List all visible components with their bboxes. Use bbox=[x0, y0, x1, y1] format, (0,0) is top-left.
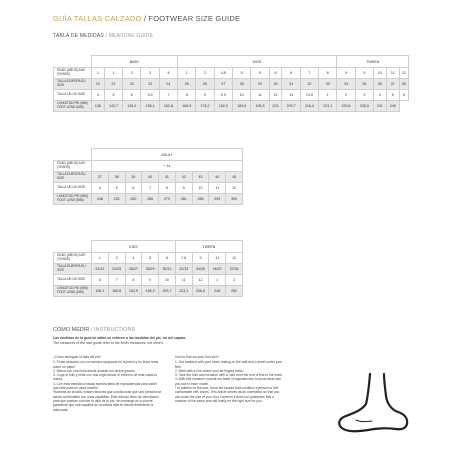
size-cell: 39 bbox=[125, 172, 142, 183]
size-cell: 10 bbox=[159, 275, 176, 286]
instruction-en-step: 1. Get barefoot with your heels resting on the wall and a sheet under your feet. bbox=[175, 360, 283, 369]
question-es: ¿Cómo averiguar la talla del pie? bbox=[53, 355, 102, 359]
size-cell: 13 bbox=[282, 90, 300, 101]
size-cell: 8 bbox=[125, 275, 142, 286]
uk-size-row bbox=[54, 275, 243, 286]
size-cell: 9.5 bbox=[214, 90, 232, 101]
size-cell: 6 bbox=[399, 90, 408, 101]
size-cell: 203 bbox=[269, 101, 282, 112]
title-es: GUÍA TALLAS CALZADO bbox=[53, 14, 142, 23]
size-cell: 9 bbox=[355, 68, 373, 79]
uk-size-row bbox=[54, 183, 243, 194]
instruction-es-step: 1. Ponte descalzo con los talones apoyados en la pared y en línea recta sobre un papel. bbox=[53, 360, 159, 369]
page-title bbox=[53, 14, 240, 23]
eu-size-row-label: TALLA EUROPA EU SIZE bbox=[54, 172, 92, 183]
table-header-row bbox=[54, 241, 243, 253]
header-blank-cell bbox=[54, 241, 92, 253]
size-cell: 8 bbox=[178, 90, 196, 101]
size-cell: 1 bbox=[319, 90, 337, 101]
foot-length-row bbox=[54, 194, 243, 205]
size-cell: 236,5 bbox=[192, 286, 209, 297]
size-cell: 26/27 bbox=[125, 264, 142, 275]
size-cell: 209,7 bbox=[159, 286, 176, 297]
subtitle-es: TABLA DE MEDIDAS bbox=[53, 33, 104, 39]
table-header-row bbox=[54, 149, 243, 161]
size-cell: 7 bbox=[159, 90, 177, 101]
age-row bbox=[54, 68, 409, 79]
size-cell: 10 bbox=[192, 183, 209, 194]
size-cell: 6 bbox=[92, 275, 109, 286]
size-cell: 10 bbox=[233, 90, 251, 101]
size-cell: 11 bbox=[209, 253, 226, 264]
size-cell: 43 bbox=[192, 172, 209, 183]
size-cell: 6 bbox=[123, 90, 141, 101]
size-cell: 22 bbox=[123, 79, 141, 90]
size-cell: 273 bbox=[159, 194, 176, 205]
size-cell: 22/23 bbox=[92, 264, 109, 275]
size-cell: 9 bbox=[175, 183, 192, 194]
eu-size-row bbox=[54, 172, 243, 183]
size-cell: 260 bbox=[125, 194, 142, 205]
age-row bbox=[54, 161, 243, 172]
size-table-children bbox=[53, 55, 409, 112]
size-cell: 8 bbox=[319, 68, 337, 79]
uk-size-row-label: TALLA UK UK SIZE bbox=[54, 275, 92, 286]
size-cell: 45 bbox=[226, 172, 243, 183]
instruction-en-step: 3. Take the folio and measure with a ruler from the end of this to the mark. bbox=[175, 373, 283, 378]
size-cell: 11 bbox=[175, 275, 192, 286]
size-table-kids-tween bbox=[53, 240, 243, 297]
size-cell: 162,8 bbox=[159, 101, 177, 112]
size-cell: 196,3 bbox=[251, 101, 269, 112]
intro-en: The measures of the size guide refer to the foot's measures, not shoe's. bbox=[53, 340, 165, 345]
size-cell: 5 bbox=[142, 253, 159, 264]
size-cell: 28/29 bbox=[142, 264, 159, 275]
size-cell: 9 bbox=[192, 253, 209, 264]
size-cell: 11 bbox=[209, 183, 226, 194]
size-cell: 6.5 bbox=[141, 90, 159, 101]
size-cell: 281 bbox=[175, 194, 192, 205]
size-cell: 252 bbox=[226, 286, 243, 297]
group-header-kids: KIDS bbox=[92, 241, 176, 253]
group-header-kids: KIDS bbox=[178, 56, 337, 68]
size-cell: 246 bbox=[92, 194, 109, 205]
eu-size-row-label: TALLA EUROPA EU SIZE bbox=[54, 79, 92, 90]
size-cell: 24 bbox=[159, 79, 177, 90]
size-cell: 4 bbox=[125, 253, 142, 264]
uk-size-row-label: TALLA UK UK SIZE bbox=[54, 90, 92, 101]
size-cell: 12 bbox=[269, 90, 282, 101]
instructions-title-es: CÓMO MEDIR bbox=[53, 327, 90, 333]
eu-size-row bbox=[54, 264, 243, 275]
size-cell: 5 bbox=[251, 68, 269, 79]
size-cell: 3 bbox=[108, 253, 125, 264]
size-cell: 27 bbox=[214, 79, 232, 90]
size-cell: 11 bbox=[251, 90, 269, 101]
size-cell: 6 bbox=[269, 68, 282, 79]
size-cell: 169,5 bbox=[178, 101, 196, 112]
page-subtitle: TABLA DE MEDIDAS / MEASURE GUIDE bbox=[53, 33, 154, 39]
size-cell: 32/33 bbox=[175, 264, 192, 275]
foot-outline-icon bbox=[332, 366, 412, 442]
instruction-en-step: 2. Mark with a line where your fat fingers finish. bbox=[175, 368, 244, 373]
header-blank-cell bbox=[54, 56, 92, 68]
size-cell: 23 bbox=[141, 79, 159, 90]
size-cell: 26 bbox=[196, 79, 214, 90]
table-header-row bbox=[54, 56, 409, 68]
size-cell: 246 bbox=[386, 101, 399, 112]
title-en: FOOTWEAR SIZE GUIDE bbox=[148, 14, 241, 23]
size-cell: 9 bbox=[337, 68, 355, 79]
size-cell: 7 bbox=[142, 183, 159, 194]
size-cell: 293 bbox=[209, 194, 226, 205]
size-cell: 5 bbox=[386, 90, 399, 101]
size-cell: 241 bbox=[374, 101, 387, 112]
size-cell: 1 bbox=[209, 275, 226, 286]
size-cell: 10 bbox=[374, 68, 387, 79]
size-cell: 12 bbox=[226, 253, 243, 264]
foot-length-row-label: LONGITUD PIE (MM) FOOT LENG (MM) bbox=[54, 194, 92, 205]
size-cell: 8 bbox=[159, 183, 176, 194]
size-cell: 4 bbox=[92, 90, 105, 101]
size-cell: 149,4 bbox=[123, 101, 141, 112]
size-cell: 40 bbox=[142, 172, 159, 183]
size-table-adult bbox=[53, 148, 243, 205]
instructions-es bbox=[53, 355, 163, 412]
size-cell: 37/38 bbox=[226, 264, 243, 275]
size-cell: 13.5 bbox=[300, 90, 318, 101]
instruction-es-step: 2. Marca con una línea donde acaban tus dedos gordos. bbox=[53, 368, 136, 373]
size-cell: 223,1 bbox=[319, 101, 337, 112]
size-cell: 9 bbox=[196, 90, 214, 101]
header-blank-cell bbox=[54, 149, 92, 161]
size-cell: 42 bbox=[175, 172, 192, 183]
age-row bbox=[54, 253, 243, 264]
uk-size-row-label: TALLA UK UK SIZE bbox=[54, 183, 92, 194]
uk-size-row bbox=[54, 90, 409, 101]
size-cell: 1 bbox=[104, 68, 122, 79]
size-cell: 38 bbox=[108, 172, 125, 183]
instruction-es-step: *Además de la talla, existen factores que condicionan que una persona se sienta comfortable con unas zapatillas. Este artículo tiene de orientación para que puedas conocer la talla de tu pie, sin embargo en lo puede garantizar que una zapatilla de la misma talla te resulte finalmente la adecuada. bbox=[53, 390, 162, 412]
eu-size-row-label: TALLA EUROPA EU SIZE bbox=[54, 264, 92, 275]
instruction-es-step: 3. Coge el folio y mide con una regla desde el extremo de este hasta la marca. bbox=[53, 373, 157, 382]
size-cell: 12 bbox=[192, 275, 209, 286]
size-cell: 34/35 bbox=[192, 264, 209, 275]
size-cell: 286 bbox=[192, 194, 209, 205]
size-cell: 35 bbox=[355, 79, 373, 90]
size-cell: 34 bbox=[337, 79, 355, 90]
group-header-tween: TWEEN bbox=[175, 241, 242, 253]
size-cell: 169,5 bbox=[108, 286, 125, 297]
age-row-label: EDAD (AÑOS) AGE (YEARS) bbox=[54, 68, 92, 79]
size-cell: 252 bbox=[108, 194, 125, 205]
size-cell: 300 bbox=[226, 194, 243, 205]
size-cell: 12 bbox=[226, 183, 243, 194]
size-cell: 37 bbox=[92, 172, 109, 183]
size-cell: 223,1 bbox=[175, 286, 192, 297]
size-cell: 30 bbox=[269, 79, 282, 90]
foot-length-row-label: LONGITUD PIE (MM) FOOT LENG (MM) bbox=[54, 286, 92, 297]
size-cell: 156,1 bbox=[141, 101, 159, 112]
size-cell: 3 bbox=[355, 90, 373, 101]
group-header-adult: ADULT bbox=[92, 149, 243, 161]
size-cell: 7 bbox=[300, 68, 318, 79]
size-cell: 36 bbox=[374, 79, 387, 90]
instructions-title: CÓMO MEDIR / INSTRUCTIONS bbox=[53, 327, 136, 333]
size-cell: 12 bbox=[399, 68, 408, 79]
size-cell: 6 bbox=[159, 253, 176, 264]
size-cell: 7 bbox=[108, 275, 125, 286]
size-cell: 38 bbox=[399, 79, 408, 90]
size-cell: 236,5 bbox=[355, 101, 373, 112]
eu-size-row bbox=[54, 79, 409, 90]
size-cell: 5 bbox=[104, 90, 122, 101]
size-cell: 29 bbox=[251, 79, 269, 90]
size-cell: 44 bbox=[209, 172, 226, 183]
size-cell: 33 bbox=[319, 79, 337, 90]
size-cell: 11 bbox=[386, 68, 399, 79]
size-cell: 142,7 bbox=[104, 101, 122, 112]
size-cell: 9 bbox=[142, 275, 159, 286]
size-cell: 1 bbox=[92, 68, 105, 79]
size-cell: 176,2 bbox=[196, 101, 214, 112]
size-cell: 3 bbox=[196, 68, 214, 79]
size-cell: 36/37 bbox=[209, 264, 226, 275]
size-cell: 216,4 bbox=[300, 101, 318, 112]
size-cell: 5 bbox=[108, 183, 125, 194]
size-cell: 2 bbox=[226, 275, 243, 286]
instructions-en bbox=[175, 355, 285, 403]
size-cell: 1 bbox=[178, 68, 196, 79]
foot-length-row bbox=[54, 286, 243, 297]
age-row-label: EDAD (AÑOS) AGE (YEARS) bbox=[54, 161, 92, 172]
instruction-en-step: * In addition to the size, there are factors that condition a person to feel comfortable with shoes. This article serves as an orientation so that you can know the size of your foot, however it does not guarantee that a sneaker of the same size will finally be the right size for you. bbox=[175, 386, 280, 403]
size-cell: 229,8 bbox=[337, 101, 355, 112]
size-cell: 3 bbox=[141, 68, 159, 79]
size-cell: 4 bbox=[92, 183, 109, 194]
size-cell: 37 bbox=[386, 79, 399, 90]
size-cell: 266 bbox=[142, 194, 159, 205]
size-cell: 1 bbox=[92, 253, 109, 264]
size-cell: 20 bbox=[92, 79, 105, 90]
question-en: How to find out your foot size? bbox=[175, 355, 220, 359]
age-cell: + 14 bbox=[92, 161, 243, 172]
instruction-en-step: 4. With this measure consult our table of equivalences to know what size you use in each model. bbox=[175, 377, 281, 386]
size-cell: 25 bbox=[178, 79, 196, 90]
size-cell: 32 bbox=[300, 79, 318, 90]
size-cell: 6 bbox=[282, 68, 300, 79]
foot-length-row bbox=[54, 101, 409, 112]
size-cell: 196,3 bbox=[142, 286, 159, 297]
size-cell: 6 bbox=[125, 183, 142, 194]
intro-es: Las medidas de la guía de tallas se refieren a las medidas del pie, no del zapato. bbox=[53, 336, 187, 340]
size-cell: 2 bbox=[123, 68, 141, 79]
size-cell: 4 bbox=[159, 68, 177, 79]
age-row-label: EDAD (AÑOS) AGE (YEARS) bbox=[54, 253, 92, 264]
size-cell: 4 bbox=[374, 90, 387, 101]
group-header-baby: BABY bbox=[92, 56, 178, 68]
size-cell: 209,7 bbox=[282, 101, 300, 112]
subtitle-en: MEASURE GUIDE bbox=[108, 33, 154, 39]
size-cell: 28 bbox=[233, 79, 251, 90]
size-cell: 189,6 bbox=[233, 101, 251, 112]
group-header-tween: TWEEN bbox=[337, 56, 409, 68]
size-cell: 156,1 bbox=[92, 286, 109, 297]
size-cell: 41 bbox=[159, 172, 176, 183]
size-cell: 136 bbox=[92, 101, 105, 112]
size-cell: 31 bbox=[282, 79, 300, 90]
foot-length-row-label: LONGITUD PIE (MM) FOOT LENG (MM) bbox=[54, 101, 92, 112]
instruction-es-step: 4. Con esta medida consulta nuestra tabla de equivalencias para saber que talla usas en cada modelo. bbox=[53, 381, 157, 391]
size-cell: 7-8 bbox=[175, 253, 192, 264]
title-separator: / bbox=[141, 14, 149, 23]
size-cell: 182,9 bbox=[125, 286, 142, 297]
size-cell: 24/25 bbox=[108, 264, 125, 275]
size-cell: 30/31 bbox=[159, 264, 176, 275]
instructions-intro bbox=[53, 336, 353, 345]
size-cell: 2 bbox=[337, 90, 355, 101]
size-cell: 4-5 bbox=[214, 68, 232, 79]
instructions-title-en: INSTRUCTIONS bbox=[93, 327, 136, 333]
size-cell: 182,9 bbox=[214, 101, 232, 112]
size-cell: 21 bbox=[104, 79, 122, 90]
size-cell: 5 bbox=[233, 68, 251, 79]
size-cell: 246 bbox=[209, 286, 226, 297]
